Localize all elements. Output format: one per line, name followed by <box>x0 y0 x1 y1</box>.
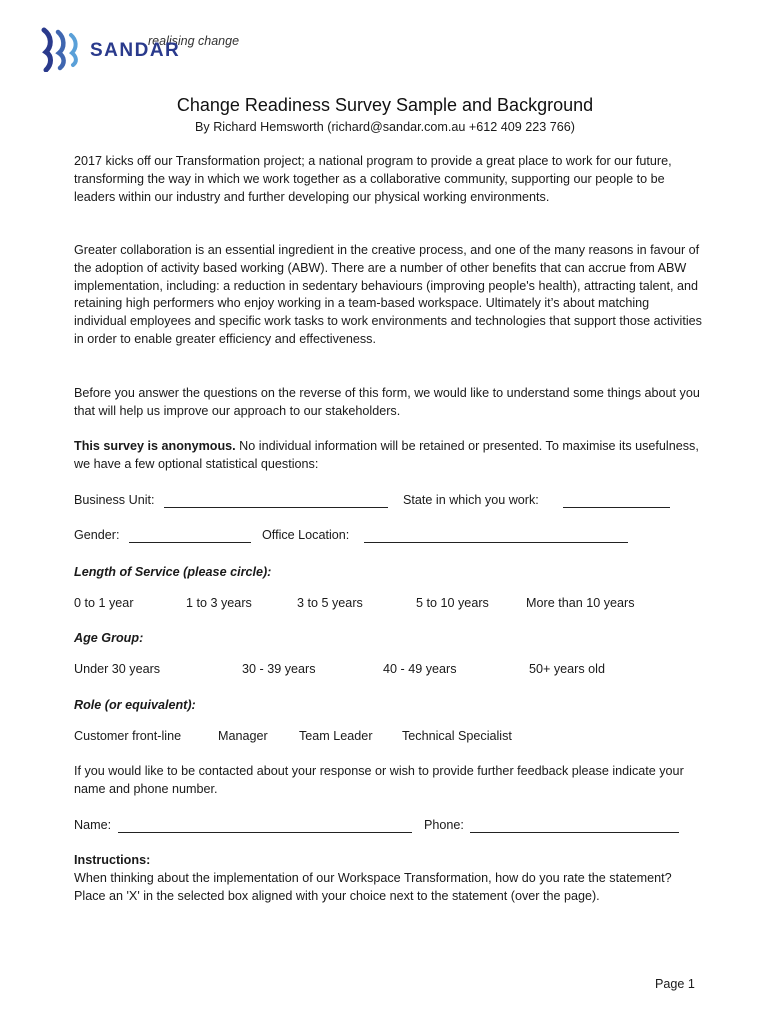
logo-tagline: realising change <box>148 34 240 48</box>
service-options <box>74 594 674 612</box>
role-option[interactable]: Customer front-line <box>74 729 182 743</box>
anonymous-paragraph <box>74 438 704 474</box>
intro-paragraph: 2017 kicks off our Transformation project; a national program to provide a great place to work for our future, transforming the way in which we work together as a collaborative community, supporting our people to be leaders within our industry and further developing our physical working environments. <box>74 154 672 204</box>
service-option[interactable]: 1 to 3 years <box>186 596 252 610</box>
age-options <box>74 660 674 678</box>
instructions-text: When thinking about the implementation of our Workspace Transformation, how do you rate the statement? Place an 'X' in the selected box aligned with your choice next to the statement (over the page). <box>74 870 672 903</box>
sandar-logo <box>38 26 268 72</box>
service-heading: Length of Service (please circle): <box>74 565 272 579</box>
office-label: Office Location: <box>262 528 350 542</box>
phone-field[interactable] <box>470 820 679 833</box>
gender-label: Gender: <box>74 528 120 542</box>
state-field[interactable] <box>563 495 670 508</box>
anonymous-text: No individual information will be retained or presented. To maximise its usefulness, we have a few optional statistical questions: <box>74 439 699 471</box>
name-label: Name: <box>74 818 112 832</box>
business-unit-field[interactable] <box>164 495 388 508</box>
age-option[interactable]: Under 30 years <box>74 662 161 676</box>
service-option[interactable]: 3 to 5 years <box>297 596 363 610</box>
age-heading: Age Group: <box>74 631 144 645</box>
instructions-heading: Instructions: <box>74 853 151 867</box>
before-paragraph: Before you answer the questions on the reverse of this form, we would like to understand some things about you that will help us improve our approach to our stakeholders. <box>74 386 700 418</box>
role-options <box>74 727 674 745</box>
age-option[interactable]: 50+ years old <box>529 662 605 676</box>
phone-label: Phone: <box>424 818 464 832</box>
contact-paragraph: If you would like to be contacted about your response or wish to provide further feedback please indicate your name and phone number. <box>74 764 684 796</box>
sandar-face-icon <box>38 26 90 72</box>
age-option[interactable]: 40 - 49 years <box>383 662 457 676</box>
name-field[interactable] <box>118 820 412 833</box>
business-unit-label: Business Unit: <box>74 493 155 507</box>
logo-wordmark: SANDAR <box>90 40 181 61</box>
role-option[interactable]: Team Leader <box>299 729 373 743</box>
role-option[interactable]: Technical Specialist <box>402 729 512 743</box>
instructions-block <box>74 852 704 905</box>
age-option[interactable]: 30 - 39 years <box>242 662 316 676</box>
role-heading: Role (or equivalent): <box>74 698 196 712</box>
service-option[interactable]: More than 10 years <box>526 596 635 610</box>
office-field[interactable] <box>364 530 628 543</box>
anonymous-label: This survey is anonymous. <box>74 439 236 453</box>
gender-field[interactable] <box>129 530 251 543</box>
byline: By Richard Hemsworth (richard@sandar.com.au +612 409 223 766) <box>195 120 575 134</box>
state-label: State in which you work: <box>403 493 539 507</box>
service-option[interactable]: 5 to 10 years <box>416 596 489 610</box>
page-number: Page 1 <box>655 977 695 991</box>
role-option[interactable]: Manager <box>218 729 268 743</box>
page-title: Change Readiness Survey Sample and Background <box>176 95 594 115</box>
service-option[interactable]: 0 to 1 year <box>74 596 134 610</box>
collaboration-paragraph: Greater collaboration is an essential ingredient in the creative process, and one of the many reasons in favour of the adoption of activity based working (ABW). There are a number of other benefits that can accrue from ABW implementation, including: a reduction in sedentary behaviours (improving people's health), attracting talent, and retaining high performers who enjoy working in a team-based workspace. Ultimately it’s about matching individual employees and specific work tasks to work environments and technologies that support those activities in order to enable greater efficiency and effectiveness. <box>74 243 702 346</box>
